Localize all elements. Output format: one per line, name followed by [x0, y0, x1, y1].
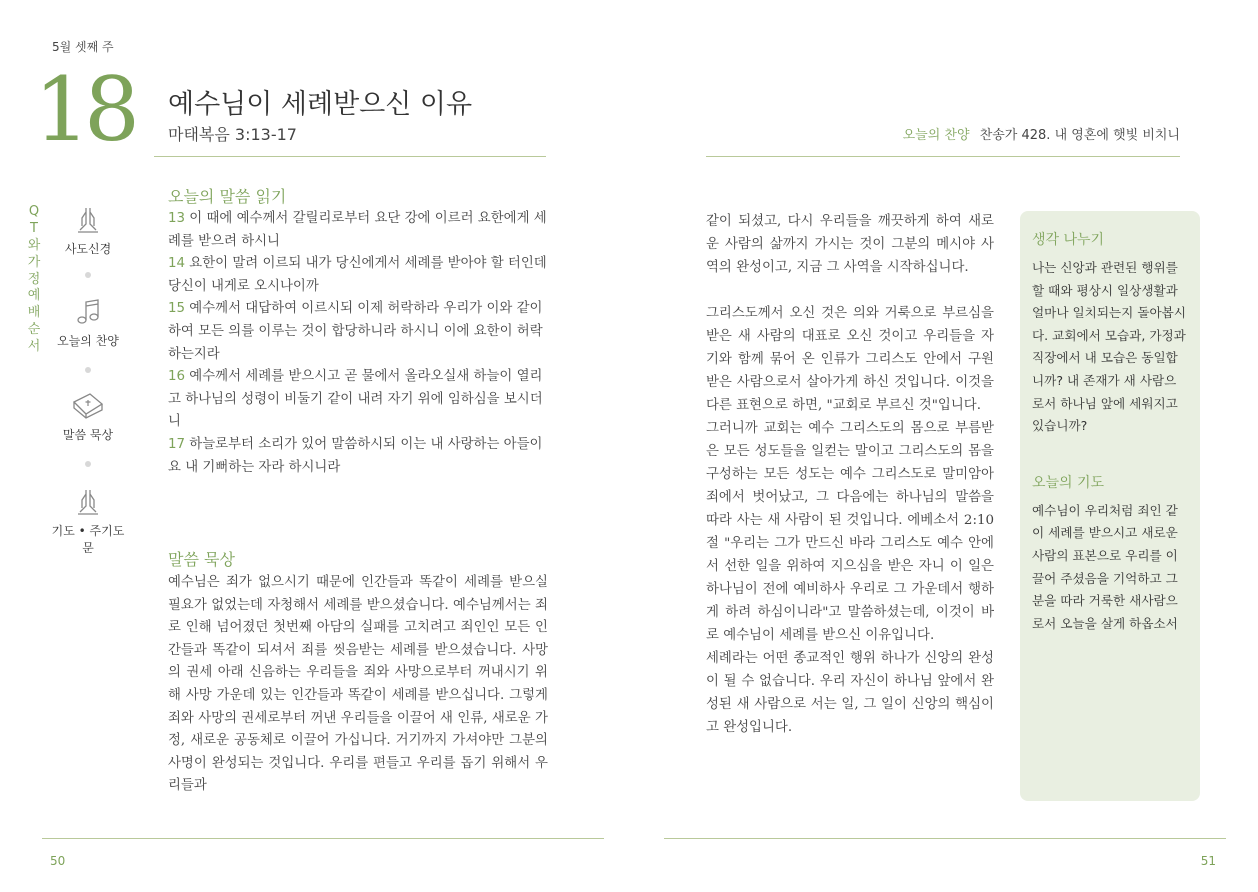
week-label: 5월 셋째 주 — [52, 40, 114, 54]
paragraph: 세례라는 어떤 종교적인 행위 하나가 신앙의 완성이 될 수 없습니다. 우리 자신이 하나님 앞에서 완성된 새 사람으로 서는 일, 그 일이 신앙의 핵심이고 완성입니다. — [706, 651, 994, 735]
sidebar-dot — [85, 461, 91, 467]
verse-number: 17 — [168, 436, 186, 452]
verse-number: 15 — [168, 301, 186, 317]
music-note-icon — [72, 296, 104, 328]
sidebar-item-meditation — [48, 390, 128, 443]
page-number-left: 50 — [50, 854, 66, 868]
sidebar-item-creed — [48, 204, 128, 257]
bible-icon — [70, 390, 106, 422]
page-number-right: 51 — [1200, 854, 1216, 868]
sidebar-item-label: 사도신경 — [64, 242, 112, 256]
paragraph-gap — [706, 279, 994, 302]
sidebar-item-prayer — [48, 486, 128, 556]
verse-15 — [168, 298, 548, 366]
todays-hymn — [903, 124, 1180, 143]
header-divider-right — [706, 156, 1180, 157]
praying-hands-icon — [72, 204, 104, 236]
verse-text: 예수께서 세례를 받으시고 곧 물에서 올라오실새 하늘이 열리고 하나님의 성령이 비둘기 같이 내려 자기 위에 임하심을 보시더니 — [168, 369, 543, 430]
hymn-label: 오늘의 찬양 — [902, 128, 970, 143]
sidebar-vertical-label: QT와 가정예배 순서 — [27, 204, 41, 355]
prayer-heading: 오늘의 기도 — [1032, 474, 1105, 491]
verse-text: 요한이 말려 이르되 내가 당신에게서 세례를 받아야 할 터인데 당신이 내게로 오시나이까 — [168, 256, 547, 294]
verse-number: 13 — [168, 211, 186, 226]
sidebar-item-label: 오늘의 찬양 — [57, 334, 119, 348]
paragraph: 같이 되셨고, 다시 우리들을 깨끗하게 하여 새로운 사람의 삶까지 가시는 것이 그분의 메시야 사역의 완성이고, 지금 그 사역을 시작하십니다. — [706, 214, 994, 275]
meditation-text: 예수님은 죄가 없으시기 때문에 인간들과 똑같이 세례를 받으실 필요가 없었는데 자청해서 세례를 받으셨습니다. 예수님께서는 죄로 인해 넘어졌던 첫번째 아담의 실패를 고치려고 죄인인 모든 인간들과 똑같이 되셔서 죄를 씻음받는 세례를 받으셨습니다. 사망의 권세 아래 신음하는 우리들을 죄와 사망으로부터 꺼내시기 위해 사망 가운데 있는 인간들과 똑같이 세례를 받으십니다. 그렇게 죄와 사망의 권세로부터 꺼낸 우리들을 이끌어 새 인류, 새로운 가정, 새로운 공동체로 이끌어 가십니다. 거기까지 가셔야만 그분의 사명이 완성되는 것입니다. 우리를 편들고 우리를 돕기 위해서 우리들과 — [168, 575, 548, 794]
verse-text: 하늘로부터 소리가 있어 말씀하시되 이는 내 사랑하는 아들이요 내 기뻐하는 자라 하시니라 — [168, 436, 543, 475]
verse-text: 이 때에 예수께서 갈릴리로부터 요단 강에 이르러 요한에게 세례를 받으려 하시니 — [168, 211, 547, 249]
sidebar-item-label: 기도 • 주기도문 — [51, 524, 125, 555]
sidebar-item-label: 말씀 묵상 — [62, 428, 114, 442]
footer-divider-left — [42, 838, 604, 839]
page-title: 예수님이 세례받으신 이유 — [168, 89, 473, 120]
praying-hands-icon — [72, 486, 104, 518]
day-number: 18 — [34, 58, 134, 161]
header-divider-left — [154, 156, 546, 157]
share-heading: 생각 나누기 — [1032, 232, 1105, 248]
meditation-heading: 말씀 묵상 — [168, 550, 235, 569]
verse-17 — [168, 434, 548, 479]
reading-heading: 오늘의 말씀 읽기 — [168, 187, 287, 206]
prayer-text: 예수님이 우리처럼 죄인 같이 세례를 받으시고 새로운 사람의 표본으로 우리를 이끌어 주셨음을 기억하고 그분을 따라 거룩한 새사람으로서 오늘을 살게 하옵소서 — [1032, 502, 1178, 631]
verse-list — [168, 208, 548, 479]
verse-text: 예수께서 대답하여 이르시되 이제 허락하라 우리가 이와 같이 하여 모든 의를 이루는 것이 합당하니라 하시니 이에 요한이 허락하는지라 — [168, 301, 543, 362]
verse-16 — [168, 366, 548, 434]
sidebar-dot — [85, 272, 91, 278]
sidebar-dot — [85, 367, 91, 373]
scripture-reference: 마태복음 3:13-17 — [168, 125, 297, 144]
share-text: 나는 신앙과 관련된 행위를 할 때와 평상시 일상생활과 얼마나 일치되는지 돌아봅시다. 교회에서 모습과, 가정과 직장에서 내 모습은 동일합니까? 내 존재가 새 사람으로서 하나님 앞에 세워지고 있습니까? — [1032, 260, 1186, 434]
paragraph: 그러니까 교회는 예수 그리스도의 몸으로 부름받은 모든 성도들을 일컫는 말이고 그리스도의 몸을 구성하는 모든 성도는 예수 그리스도로 말미암아 죄에서 벗어났고, 그 다음에는 하나님의 말씀을 따라 사는 새 사람이 된 것입니다. 에베소서 2:10절 "우리는 그가 만드신 바라 그리스도 예수 안에서 선한 일을 위하여 지으심을 받은 자니 이 일은 하나님이 전에 예비하사 우리로 그 가운데서 행하게 하려 하심이니라"고 말씀하셨는데, 이것이 바로 예수님이 세례를 받으신 이유입니다. — [706, 421, 994, 643]
footer-divider-right — [664, 838, 1226, 839]
verse-number: 16 — [168, 369, 186, 385]
paragraph: 그리스도께서 오신 것은 의와 거룩으로 부르심을 받은 새 사람의 대표로 오신 것이고 우리들을 자기와 함께 묶어 온 인류가 그리스도 안에서 구원받은 사람으로서 살아가게 하신 것입니다. 이것을 다른 표현으로 하면, "교회로 부르신 것"입니다. — [706, 306, 994, 413]
verse-number: 14 — [168, 256, 186, 272]
verse-14 — [168, 253, 548, 298]
sharing-prayer-box — [1020, 211, 1200, 801]
hymn-title: 찬송가 428. 내 영혼에 햇빛 비치니 — [979, 128, 1180, 143]
meditation-continued — [706, 210, 994, 739]
verse-13 — [168, 208, 548, 253]
sidebar-item-hymn — [48, 296, 128, 349]
